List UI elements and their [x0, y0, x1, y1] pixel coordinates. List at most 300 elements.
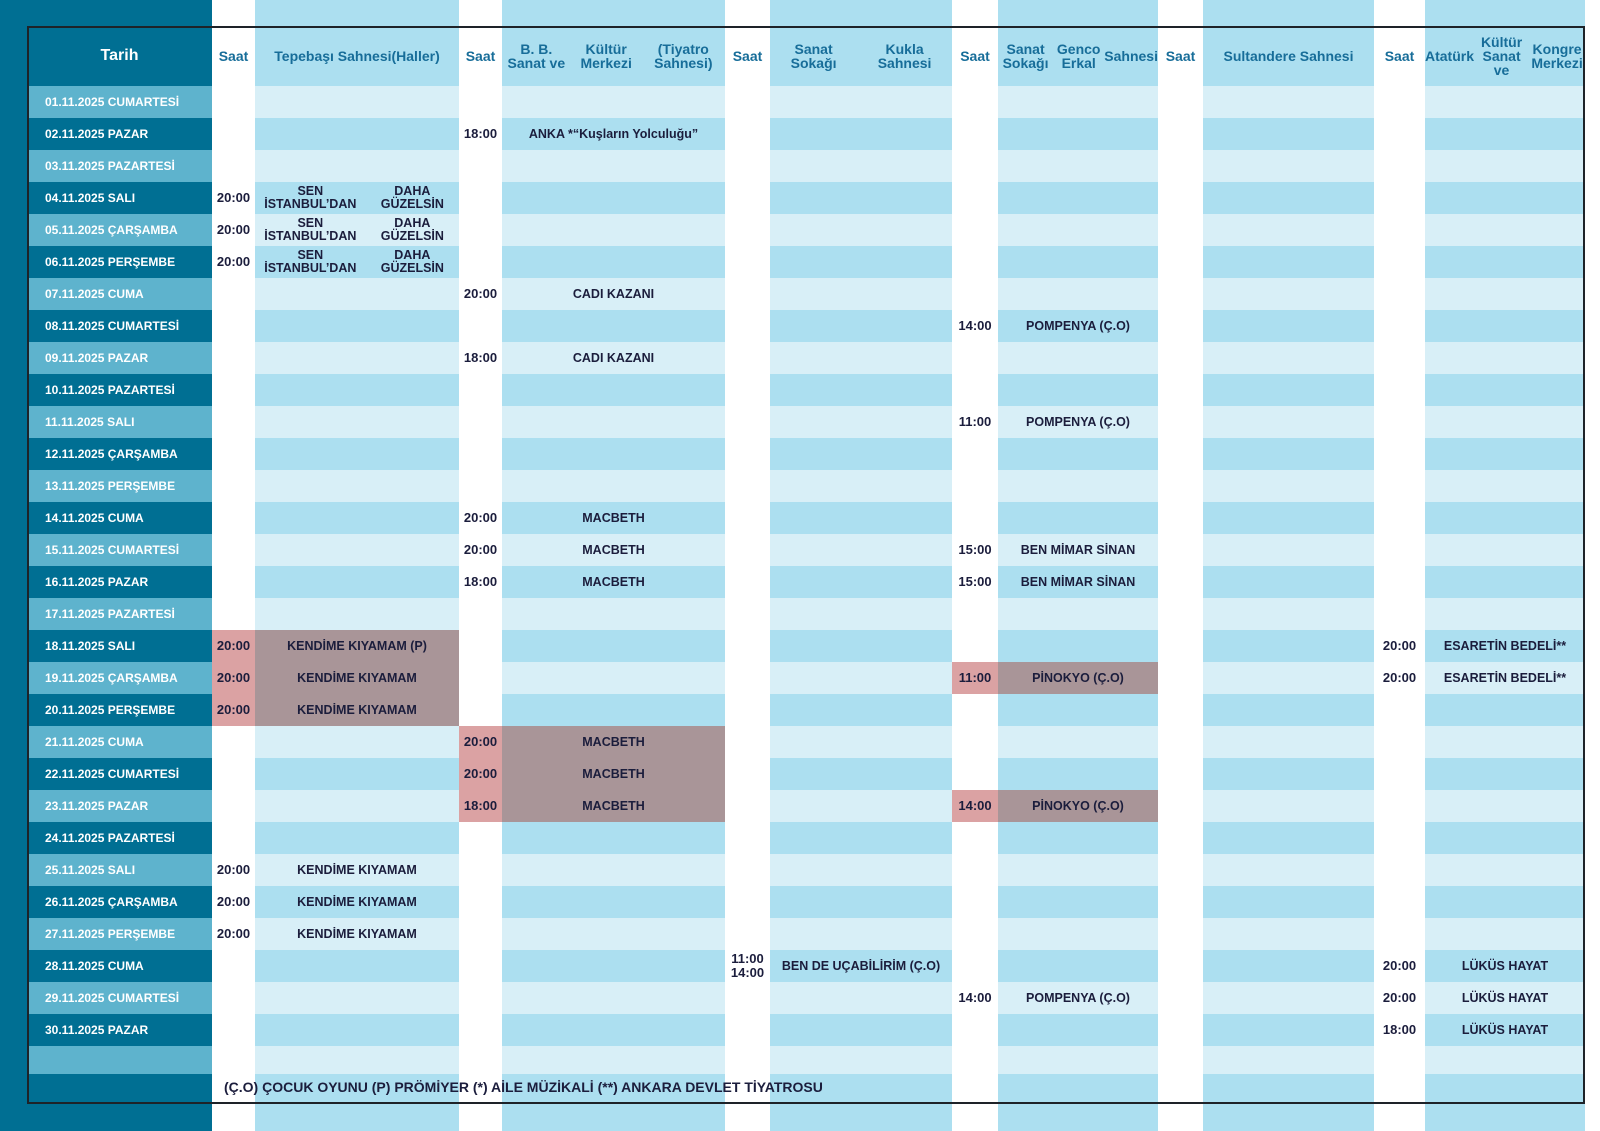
show-cell: [998, 1014, 1158, 1046]
time-cell: [212, 566, 255, 598]
show-cell: [1425, 310, 1585, 342]
show-cell: [255, 406, 459, 438]
time-cell: [725, 118, 770, 150]
show-cell: [998, 854, 1158, 886]
show-cell: [770, 150, 952, 182]
date-cell: 30.11.2025 PAZAR: [27, 1014, 212, 1046]
date-cell: 14.11.2025 CUMA: [27, 502, 212, 534]
time-cell: [459, 854, 502, 886]
time-cell: [725, 438, 770, 470]
show-cell: [770, 790, 952, 822]
show-cell: [1203, 214, 1374, 246]
show-cell: POMPENYA (Ç.O): [998, 310, 1158, 342]
time-cell: 14:00: [958, 318, 992, 333]
show-cell: [998, 246, 1158, 278]
time-cell: [952, 470, 998, 502]
show-cell: [1203, 566, 1374, 598]
show-cell: [1203, 502, 1374, 534]
show-cell: [502, 1014, 725, 1046]
time-cell: [459, 214, 502, 246]
show-cell: [502, 374, 725, 406]
show-cell: [255, 502, 459, 534]
time-cell: [1374, 182, 1425, 214]
time-cell: [952, 278, 998, 310]
show-cell: [502, 310, 725, 342]
time-cell: 20:00: [459, 758, 502, 790]
show-cell: [255, 342, 459, 374]
date-cell: 18.11.2025 SALI: [27, 630, 212, 662]
time-cell: 20:00: [212, 694, 255, 726]
time-cell: [725, 662, 770, 694]
time-cell: [212, 598, 255, 630]
time-cell: [1158, 406, 1203, 438]
time-cell: 20:00: [212, 630, 255, 662]
show-cell: [502, 822, 725, 854]
date-cell: 01.11.2025 CUMARTESİ: [27, 86, 212, 118]
date-cell: 26.11.2025 ÇARŞAMBA: [27, 886, 212, 918]
time-cell: [725, 310, 770, 342]
show-cell: [255, 86, 459, 118]
date-cell: 29.11.2025 CUMARTESİ: [27, 982, 212, 1014]
time-cell: [1158, 374, 1203, 406]
time-cell: [725, 598, 770, 630]
show-cell: [502, 982, 725, 1014]
time-cell: [725, 406, 770, 438]
time-cell: [212, 374, 255, 406]
show-cell: [770, 118, 952, 150]
time-cell: [725, 694, 770, 726]
show-cell: [502, 630, 725, 662]
show-cell: [998, 86, 1158, 118]
time-cell: [1374, 342, 1425, 374]
time-cell: [212, 310, 255, 342]
time-cell: [725, 374, 770, 406]
show-cell: [998, 374, 1158, 406]
time-cell: 20:00: [216, 222, 251, 237]
time-cell: [1158, 662, 1203, 694]
time-cell: [952, 694, 998, 726]
show-cell: [502, 694, 725, 726]
time-cell: [1158, 758, 1203, 790]
time-cell: 20:00: [463, 542, 498, 557]
time-cell: [725, 886, 770, 918]
time-cell: [1158, 822, 1203, 854]
show-cell: [770, 662, 952, 694]
header-venue-5: Sultandere Sahnesi: [1223, 48, 1354, 64]
filler-cell: [770, 1046, 952, 1074]
show-cell: ESARETİN BEDELİ**: [1425, 630, 1585, 662]
time-cell: [952, 758, 998, 790]
time-cell: [952, 342, 998, 374]
time-cell: [459, 406, 502, 438]
show-cell: [998, 438, 1158, 470]
time-cell: [1158, 214, 1203, 246]
show-cell: [1203, 822, 1374, 854]
show-cell: [770, 438, 952, 470]
show-cell: [1425, 438, 1585, 470]
time-cell: 15:00: [958, 574, 992, 589]
time-cell: 20:00: [216, 190, 251, 205]
time-cell: [1374, 310, 1425, 342]
date-cell: 28.11.2025 CUMA: [27, 950, 212, 982]
show-cell: [1425, 918, 1585, 950]
show-cell: [255, 374, 459, 406]
time-cell: [212, 758, 255, 790]
time-cell: [725, 918, 770, 950]
time-cell: [1158, 982, 1203, 1014]
time-cell: 20:00: [1382, 638, 1417, 653]
time-cell: [1374, 758, 1425, 790]
time-cell: [212, 278, 255, 310]
show-cell: [502, 182, 725, 214]
legend-date: [27, 1074, 212, 1104]
show-cell: [998, 118, 1158, 150]
time-cell: [952, 86, 998, 118]
show-cell: [1203, 534, 1374, 566]
show-cell: [502, 662, 725, 694]
show-cell: [1203, 694, 1374, 726]
time-cell: [725, 758, 770, 790]
date-cell: 07.11.2025 CUMA: [27, 278, 212, 310]
show-cell: [998, 342, 1158, 374]
time-cell: [212, 534, 255, 566]
time-cell: 18:00: [1382, 1022, 1417, 1037]
date-cell: 16.11.2025 PAZAR: [27, 566, 212, 598]
time-cell: [725, 726, 770, 758]
time-cell: [725, 822, 770, 854]
show-cell: [502, 438, 725, 470]
time-cell: 18:00: [459, 790, 502, 822]
show-cell: [998, 950, 1158, 982]
show-cell: [1425, 342, 1585, 374]
legend: (Ç.O) ÇOCUK OYUNU (P) PRÖMİYER (*) AİLE MÜZİKALİ (**) ANKARA DEVLET TİYATROSU: [224, 1079, 823, 1095]
show-cell: [770, 1014, 952, 1046]
time-cell: [212, 406, 255, 438]
time-cell: [952, 246, 998, 278]
show-cell: [770, 374, 952, 406]
time-cell: [725, 790, 770, 822]
time-cell: [1158, 726, 1203, 758]
time-cell: [459, 470, 502, 502]
time-cell: [459, 182, 502, 214]
header-time-2: Saat: [465, 48, 496, 64]
show-cell: [1425, 150, 1585, 182]
show-cell: [1425, 214, 1585, 246]
time-cell: [1374, 470, 1425, 502]
show-cell: [255, 278, 459, 310]
show-cell: [255, 726, 459, 758]
show-cell: [998, 598, 1158, 630]
date-cell: 20.11.2025 PERŞEMBE: [27, 694, 212, 726]
time-cell: [212, 950, 255, 982]
show-cell: MACBETH: [502, 566, 725, 598]
show-cell: [770, 534, 952, 566]
time-cell: [952, 630, 998, 662]
show-cell: [998, 758, 1158, 790]
time-cell: [1374, 854, 1425, 886]
show-cell: [1425, 886, 1585, 918]
show-cell: [1425, 694, 1585, 726]
show-cell: PİNOKYO (Ç.O): [998, 662, 1158, 694]
show-cell: [1425, 86, 1585, 118]
show-cell: [1203, 790, 1374, 822]
time-cell: [725, 342, 770, 374]
time-cell: [1158, 118, 1203, 150]
show-cell: LÜKÜS HAYAT: [1425, 1014, 1585, 1046]
header-venue-3: Sanat Sokağı Kukla Sahnesi: [790, 41, 932, 71]
time-cell: [1374, 694, 1425, 726]
show-cell: KENDİME KIYAMAM: [255, 854, 459, 886]
show-cell: CADI KAZANI: [502, 342, 725, 374]
date-cell: 17.11.2025 PAZARTESİ: [27, 598, 212, 630]
time-cell: [1374, 150, 1425, 182]
show-cell: BEN MİMAR SİNAN: [998, 534, 1158, 566]
time-cell: [212, 1014, 255, 1046]
show-cell: [770, 822, 952, 854]
time-cell: [459, 598, 502, 630]
time-cell: [1158, 310, 1203, 342]
time-cell: 20:00: [216, 862, 251, 877]
date-cell: 11.11.2025 SALI: [27, 406, 212, 438]
header-venue-6: Atatürk Kültür Sanat ve Kongre Merkezi: [1425, 34, 1583, 78]
time-cell: [952, 118, 998, 150]
show-cell: [255, 598, 459, 630]
show-cell: [770, 982, 952, 1014]
show-cell: [1203, 150, 1374, 182]
show-cell: [770, 86, 952, 118]
show-cell: [770, 630, 952, 662]
time-cell: [1374, 726, 1425, 758]
show-cell: [1203, 310, 1374, 342]
filler-cell: [255, 1046, 459, 1074]
time-cell: [1158, 694, 1203, 726]
show-cell: [770, 406, 952, 438]
show-cell: [998, 886, 1158, 918]
date-cell: 27.11.2025 PERŞEMBE: [27, 918, 212, 950]
time-cell: [1374, 502, 1425, 534]
date-cell: 21.11.2025 CUMA: [27, 726, 212, 758]
time-cell: [1158, 246, 1203, 278]
show-cell: [1425, 534, 1585, 566]
show-cell: [502, 150, 725, 182]
show-cell: [255, 822, 459, 854]
show-cell: SEN İSTANBUL’DAN DAHA GÜZELSİN: [255, 182, 459, 214]
time-cell: [952, 950, 998, 982]
header-venue-2: B. B. Sanat ve Kültür Merkezi (Tiyatro Sahnesi): [507, 41, 713, 71]
show-cell: [998, 630, 1158, 662]
time-cell: [1158, 566, 1203, 598]
show-cell: [770, 214, 952, 246]
show-cell: [255, 438, 459, 470]
time-cell: [212, 342, 255, 374]
show-cell: ESARETİN BEDELİ**: [1425, 662, 1585, 694]
filler-date: [27, 1046, 212, 1074]
date-cell: 08.11.2025 CUMARTESİ: [27, 310, 212, 342]
show-cell: BEN DE UÇABİLİRİM (Ç.O): [770, 950, 952, 982]
show-cell: [1425, 598, 1585, 630]
time-cell: [725, 278, 770, 310]
header-venue-1: Tepebaşı Sahnesi (Haller): [274, 48, 440, 64]
time-cell: [212, 150, 255, 182]
header-time-5: Saat: [1165, 48, 1196, 64]
show-cell: [1203, 918, 1374, 950]
show-cell: LÜKÜS HAYAT: [1425, 950, 1585, 982]
time-cell: [459, 86, 502, 118]
time-cell: [1374, 246, 1425, 278]
show-cell: [1425, 470, 1585, 502]
time-cell: 20:00: [463, 286, 498, 301]
time-cell: 18:00: [463, 350, 498, 365]
time-cell: [459, 694, 502, 726]
time-cell: [725, 214, 770, 246]
show-cell: [1203, 950, 1374, 982]
show-cell: [1203, 278, 1374, 310]
show-cell: [255, 982, 459, 1014]
time-cell: [952, 726, 998, 758]
show-cell: [998, 918, 1158, 950]
show-cell: [502, 854, 725, 886]
show-cell: [998, 182, 1158, 214]
show-cell: [1203, 662, 1374, 694]
header-venue-4: Sanat Sokağı Genco Erkal Sahnesi: [1002, 41, 1158, 71]
time-cell: [1374, 86, 1425, 118]
show-cell: [1425, 374, 1585, 406]
time-cell: [952, 150, 998, 182]
show-cell: [770, 566, 952, 598]
filler-cell: [998, 1046, 1158, 1074]
time-cell: [1158, 854, 1203, 886]
time-cell: [459, 310, 502, 342]
show-cell: [1203, 86, 1374, 118]
show-cell: SEN İSTANBUL’DAN DAHA GÜZELSİN: [255, 246, 459, 278]
time-cell: [459, 1014, 502, 1046]
time-cell: [1158, 598, 1203, 630]
show-cell: [502, 886, 725, 918]
time-cell: [459, 374, 502, 406]
show-cell: [770, 182, 952, 214]
time-cell: 20:00: [216, 254, 251, 269]
time-cell: [1374, 406, 1425, 438]
show-cell: [1425, 854, 1585, 886]
show-cell: KENDİME KIYAMAM: [255, 694, 459, 726]
show-cell: [1203, 470, 1374, 502]
show-cell: [998, 694, 1158, 726]
time-cell: [952, 598, 998, 630]
date-cell: 09.11.2025 PAZAR: [27, 342, 212, 374]
show-cell: [502, 950, 725, 982]
time-cell: [459, 886, 502, 918]
time-cell: [212, 438, 255, 470]
show-cell: [1203, 758, 1374, 790]
time-cell: [1158, 342, 1203, 374]
show-cell: [502, 214, 725, 246]
time-cell: [725, 182, 770, 214]
time-cell: [212, 502, 255, 534]
time-cell: [1158, 86, 1203, 118]
time-cell: [1158, 470, 1203, 502]
date-cell: 06.11.2025 PERŞEMBE: [27, 246, 212, 278]
show-cell: [770, 726, 952, 758]
show-cell: [770, 758, 952, 790]
time-cell: [952, 886, 998, 918]
date-cell: 12.11.2025 ÇARŞAMBA: [27, 438, 212, 470]
show-cell: [502, 86, 725, 118]
time-cell: [725, 1014, 770, 1046]
show-cell: MACBETH: [502, 502, 725, 534]
date-cell: 04.11.2025 SALI: [27, 182, 212, 214]
time-cell: [1374, 214, 1425, 246]
show-cell: [998, 214, 1158, 246]
time-cell: 11:00 14:00: [730, 951, 765, 980]
time-cell: [1158, 950, 1203, 982]
date-cell: 23.11.2025 PAZAR: [27, 790, 212, 822]
time-cell: [1374, 790, 1425, 822]
date-cell: 02.11.2025 PAZAR: [27, 118, 212, 150]
filler-cell: [1425, 1046, 1585, 1074]
date-cell: 15.11.2025 CUMARTESİ: [27, 534, 212, 566]
time-cell: 11:00: [952, 662, 998, 694]
date-cell: 25.11.2025 SALI: [27, 854, 212, 886]
show-cell: [1203, 854, 1374, 886]
show-cell: [255, 1014, 459, 1046]
time-cell: [1158, 502, 1203, 534]
time-cell: [952, 182, 998, 214]
time-cell: [952, 1014, 998, 1046]
show-cell: [998, 150, 1158, 182]
time-cell: [725, 150, 770, 182]
date-cell: 03.11.2025 PAZARTESİ: [27, 150, 212, 182]
time-cell: 11:00: [958, 414, 992, 429]
time-cell: 18:00: [463, 126, 498, 141]
time-cell: [725, 566, 770, 598]
time-cell: [725, 86, 770, 118]
show-cell: MACBETH: [502, 534, 725, 566]
show-cell: [770, 502, 952, 534]
show-cell: [255, 534, 459, 566]
time-cell: [1158, 438, 1203, 470]
show-cell: [502, 918, 725, 950]
time-cell: 20:00: [459, 726, 502, 758]
show-cell: CADI KAZANI: [502, 278, 725, 310]
show-cell: KENDİME KIYAMAM: [255, 886, 459, 918]
time-cell: 18:00: [463, 574, 498, 589]
show-cell: [1203, 342, 1374, 374]
time-cell: [725, 502, 770, 534]
show-cell: MACBETH: [502, 726, 725, 758]
show-cell: [770, 310, 952, 342]
time-cell: [1158, 630, 1203, 662]
date-cell: 19.11.2025 ÇARŞAMBA: [27, 662, 212, 694]
time-cell: [459, 982, 502, 1014]
show-cell: [255, 150, 459, 182]
time-cell: [1158, 790, 1203, 822]
time-cell: [212, 982, 255, 1014]
time-cell: [1158, 1014, 1203, 1046]
time-cell: [459, 950, 502, 982]
show-cell: [255, 790, 459, 822]
show-cell: [255, 118, 459, 150]
time-cell: [725, 982, 770, 1014]
date-cell: 22.11.2025 CUMARTESİ: [27, 758, 212, 790]
show-cell: [1203, 630, 1374, 662]
show-cell: [255, 566, 459, 598]
show-cell: [255, 470, 459, 502]
show-cell: [998, 278, 1158, 310]
time-cell: [212, 86, 255, 118]
time-cell: [952, 502, 998, 534]
time-cell: [1158, 182, 1203, 214]
time-cell: [1374, 598, 1425, 630]
